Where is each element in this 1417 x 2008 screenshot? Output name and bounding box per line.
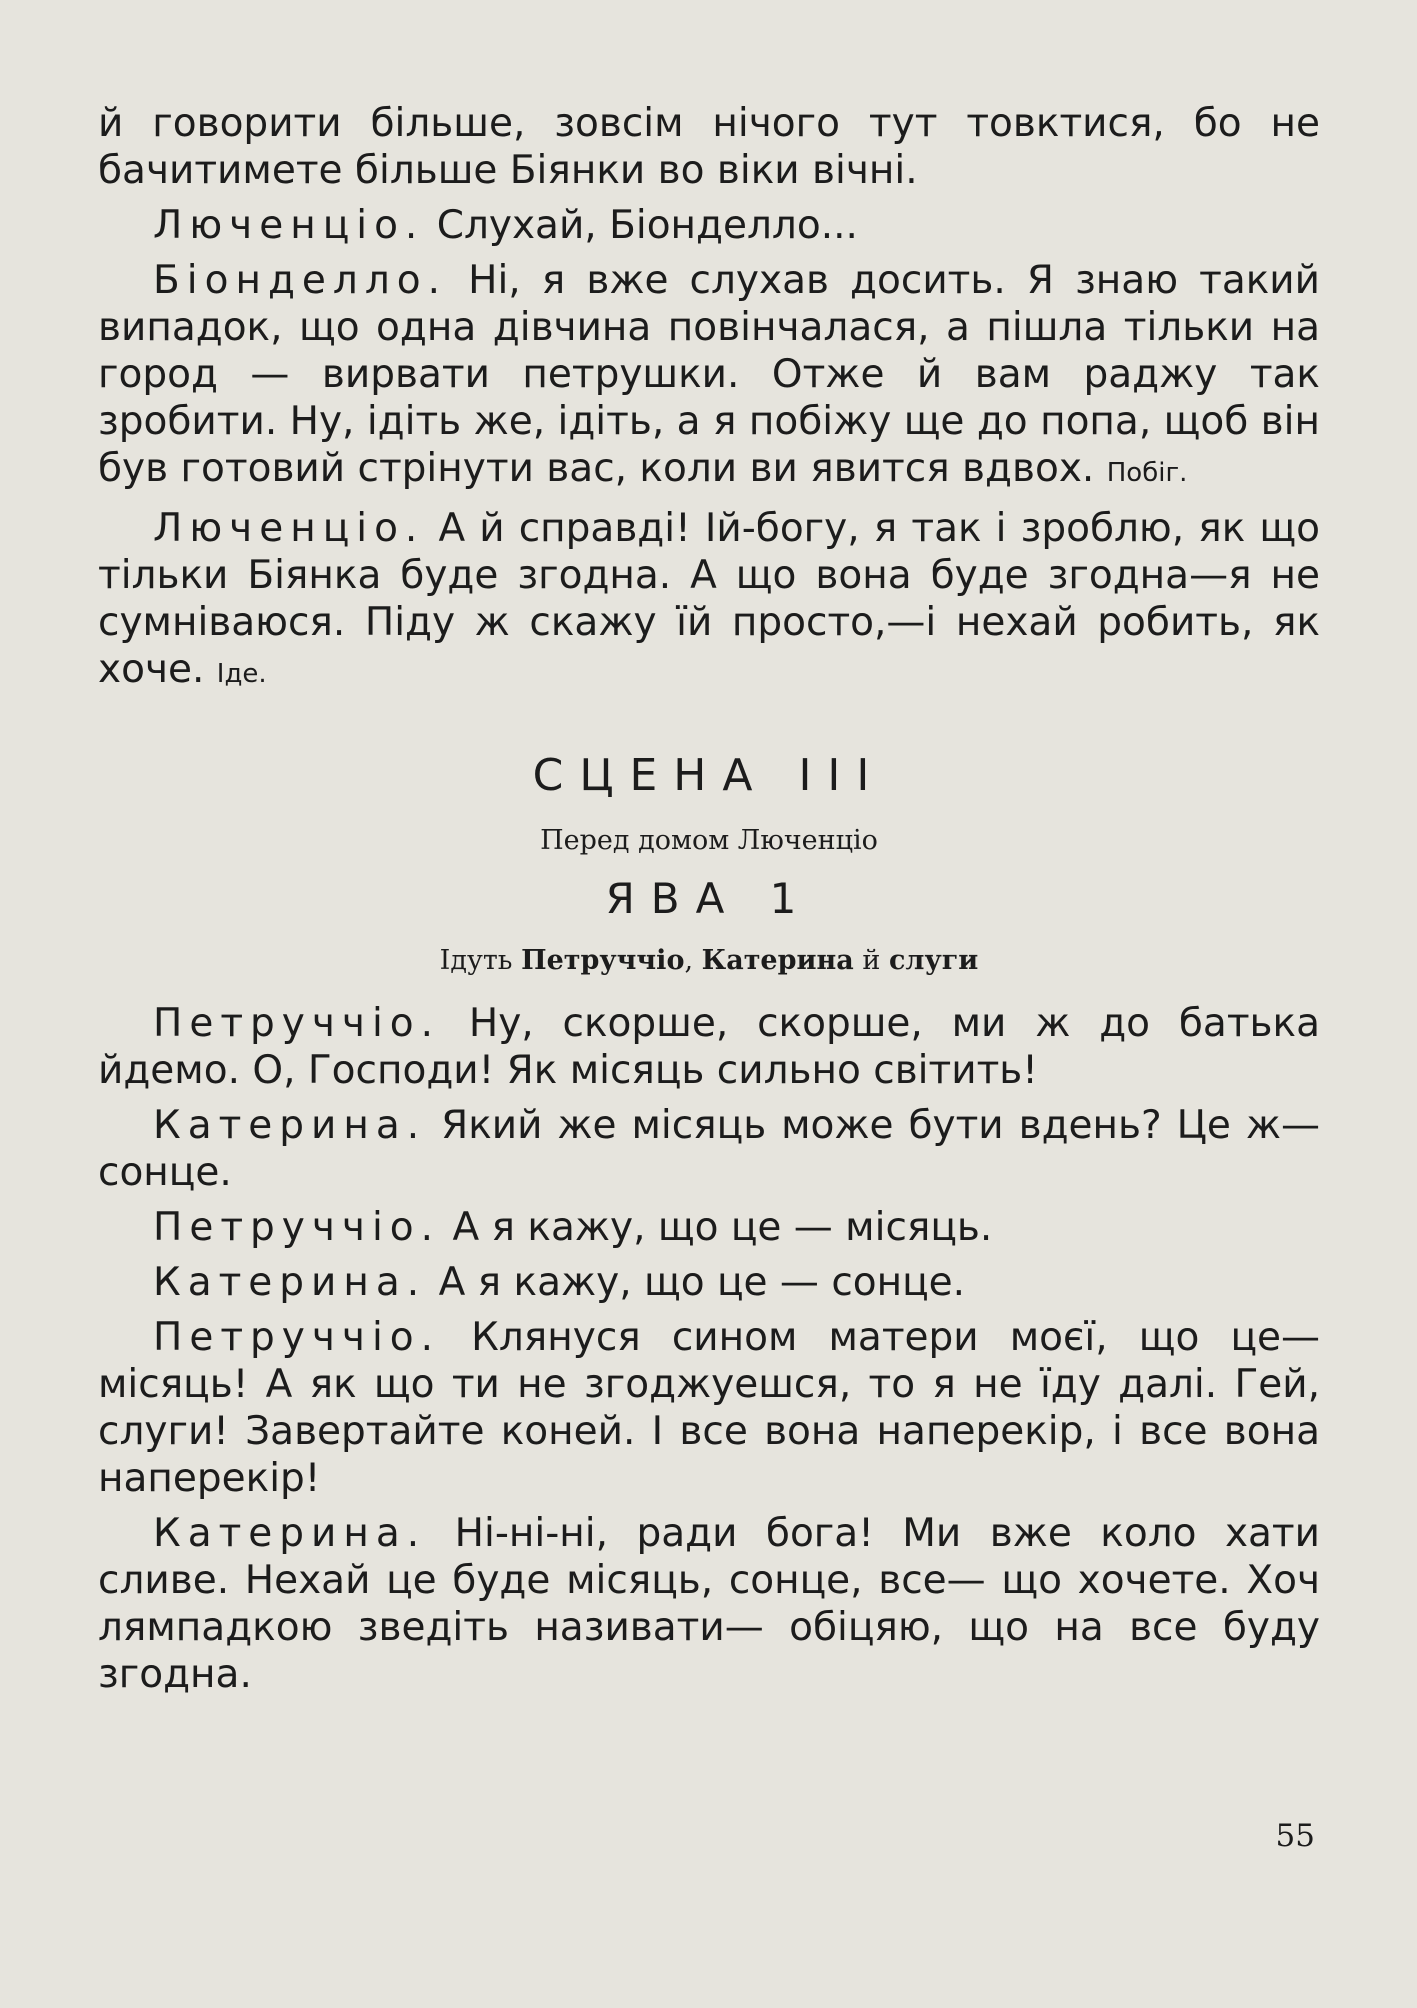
- speaker-name: Біонделло.: [153, 258, 448, 303]
- speaker-name: Люченціо.: [153, 203, 425, 248]
- paragraph-continuation: [98, 100, 1320, 194]
- stage-direction: Побіг.: [1106, 458, 1188, 488]
- dialogue-text: Слухай, Біонделло...: [424, 203, 858, 248]
- entrance-prefix: Ідуть: [439, 945, 513, 976]
- dialogue-line: [98, 257, 1320, 497]
- dialogue-line: [98, 1259, 1320, 1306]
- entrance-and: й: [862, 945, 881, 976]
- dialogue-line: [98, 1204, 1320, 1251]
- dialogue-line: [98, 202, 1320, 249]
- speaker-name: Катерина.: [153, 1103, 427, 1148]
- entrance-comma: ,: [684, 945, 694, 976]
- dialogue-text: Який же місяць може бути вдень? Це ж—сонце.: [98, 1103, 1320, 1195]
- entrance-name-katerina: Катерина: [701, 945, 854, 976]
- dialogue-line: [98, 1000, 1320, 1094]
- dialogue-text: А я кажу, що це — сонце.: [426, 1260, 966, 1305]
- dialogue-line: [98, 505, 1320, 698]
- dialogue-line: [98, 1314, 1320, 1502]
- speaker-name: Катерина.: [153, 1511, 427, 1556]
- entrance-name-petruchio: Петруччіо: [521, 945, 685, 976]
- paragraph-text: й говорити більше, зовсім нічого тут товктися, бо не бачитимете більше Біянки во віки вічні.: [98, 101, 1320, 193]
- speaker-name: Катерина.: [153, 1260, 427, 1305]
- book-page: [98, 100, 1320, 1706]
- dialogue-text: А й справді! Ій-богу, я так і зроблю, як що тільки Біянка буде згодна. А що вона буде згодна—я не сумніваюся. Піду ж скажу їй просто,—і нехай робить, як хоче.: [98, 506, 1320, 692]
- stage-direction: Іде.: [216, 659, 267, 689]
- speaker-name: Петруччіо.: [153, 1001, 441, 1046]
- speaker-name: Петруччіо.: [153, 1315, 441, 1360]
- dialogue-text: Клянуся сином матери моєї, що це—місяць! А як що ти не згоджуешся, то я не їду далі. Гей, слуги! Завертайте коней. І все вона наперекір, і все вона наперекір!: [98, 1315, 1320, 1501]
- speaker-name: Петруччіо.: [153, 1205, 441, 1250]
- dialogue-text: Ну, скорше, скорше, ми ж до батька йдемо. О, Господи! Як місяць сильно світить!: [98, 1001, 1320, 1093]
- scene-title: СЦЕНА III: [532, 750, 886, 801]
- entrance-direction: [98, 945, 1320, 976]
- dialogue-text: Ні-ні-ні, ради бога! Ми вже коло хати сливе. Нехай це буде місяць, сонце, все— що хочете. Хоч лямпадкою зведіть називати— обіцяю, що на все буду згодна.: [98, 1511, 1320, 1697]
- scene-setting: Перед домом Люченціо: [540, 825, 878, 856]
- entrance-name-servants: слуги: [888, 945, 979, 976]
- page-number: 55: [1275, 1818, 1315, 1854]
- dialogue-line: [98, 1102, 1320, 1196]
- dialogue-text: А я кажу, що це — місяць.: [440, 1205, 993, 1250]
- dialogue-line: [98, 1510, 1320, 1698]
- speaker-name: Люченціо.: [153, 506, 425, 551]
- dialogue-text: Ні, я вже слухав досить. Я знаю такий випадок, що одна дівчина повінчалася, а пішла тільки на город — вирвати петрушки. Отже й вам раджу так зробити. Ну, ідіть же, ідіть, а я побіжу ще до попа, щоб він був готовий стрінути вас, коли ви явится вдвох.: [98, 258, 1320, 491]
- yava-title: ЯВА 1: [605, 874, 813, 923]
